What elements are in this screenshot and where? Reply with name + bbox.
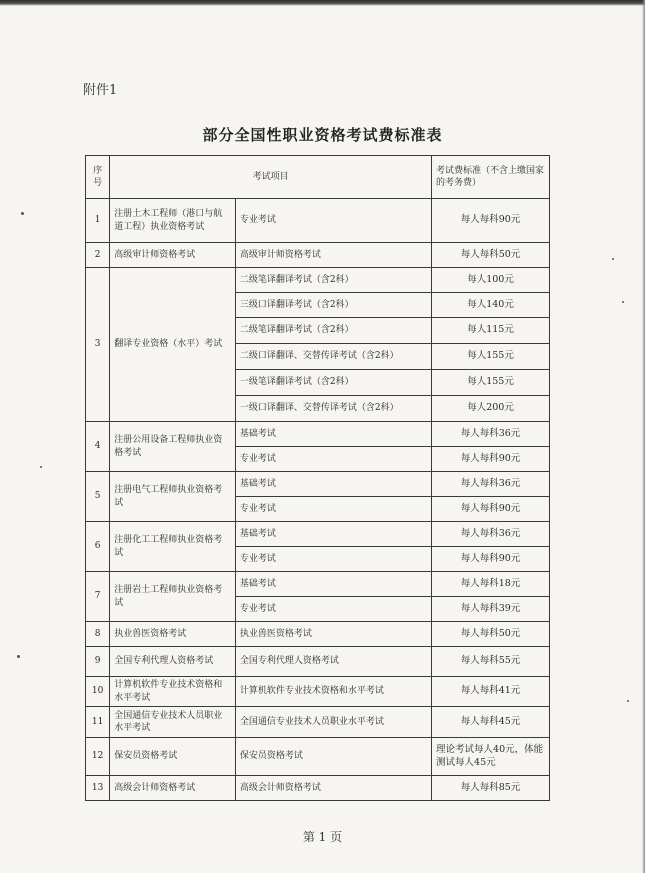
attachment-label: 附件1 — [83, 83, 118, 98]
row-number: 5 — [86, 472, 110, 522]
table-row — [86, 522, 550, 547]
exam-subject: 基础考试 — [235, 522, 431, 547]
exam-project: 保安员资格考试 — [110, 738, 236, 776]
table-row — [86, 572, 550, 597]
table-row — [86, 738, 550, 776]
exam-fee: 每人每科90元 — [432, 199, 550, 243]
exam-subject: 专业考试 — [235, 447, 431, 472]
exam-fee: 每人每科18元 — [432, 572, 550, 597]
row-number: 9 — [86, 647, 110, 677]
row-number: 7 — [86, 572, 110, 622]
scan-speck — [612, 258, 614, 260]
exam-fee: 每人200元 — [432, 396, 550, 422]
row-number: 2 — [86, 243, 110, 268]
exam-fee: 每人每科90元 — [432, 497, 550, 522]
exam-fee: 每人每科45元 — [432, 707, 550, 738]
row-number: 12 — [86, 738, 110, 776]
exam-project: 计算机软件专业技术资格和水平考试 — [110, 677, 236, 707]
exam-project: 全国专利代理人资格考试 — [110, 647, 236, 677]
row-number: 6 — [86, 522, 110, 572]
exam-fee: 每人每科36元 — [432, 522, 550, 547]
scan-speck — [40, 466, 42, 468]
exam-subject: 专业考试 — [235, 547, 431, 572]
exam-project: 高级会计师资格考试 — [110, 776, 236, 801]
scan-speck — [21, 212, 24, 215]
row-number: 10 — [86, 677, 110, 707]
exam-fee: 每人每科55元 — [432, 647, 550, 677]
exam-fee: 每人115元 — [432, 318, 550, 344]
table-row — [86, 199, 550, 243]
row-number: 8 — [86, 622, 110, 647]
exam-fee: 理论考试每人40元，体能测试每人45元 — [432, 738, 550, 776]
table-row — [86, 622, 550, 647]
exam-subject: 二级口译翻译、交替传译考试（含2科） — [235, 344, 431, 370]
exam-fee: 每人每科36元 — [432, 422, 550, 447]
exam-subject: 二级笔译翻译考试（含2科） — [235, 268, 431, 293]
exam-fee: 每人每科39元 — [432, 597, 550, 622]
exam-fee: 每人每科90元 — [432, 547, 550, 572]
table-row — [86, 472, 550, 497]
exam-fee: 每人每科41元 — [432, 677, 550, 707]
table-row — [86, 422, 550, 447]
row-number: 11 — [86, 707, 110, 738]
exam-subject: 计算机软件专业技术资格和水平考试 — [235, 677, 431, 707]
exam-subject: 高级审计师资格考试 — [235, 243, 431, 268]
exam-fee: 每人155元 — [432, 370, 550, 396]
exam-fee: 每人每科50元 — [432, 622, 550, 647]
exam-project: 全国通信专业技术人员职业水平考试 — [110, 707, 236, 738]
header-num: 序号 — [86, 156, 110, 199]
exam-project: 注册电气工程师执业资格考试 — [110, 472, 236, 522]
document-title: 部分全国性职业资格考试费标准表 — [202, 126, 443, 144]
exam-subject: 专业考试 — [235, 597, 431, 622]
exam-subject: 三级口译翻译考试（含2科） — [235, 293, 431, 318]
exam-fee: 每人每科85元 — [432, 776, 550, 801]
table-row — [86, 243, 550, 268]
exam-subject: 高级会计师资格考试 — [235, 776, 431, 801]
exam-project: 注册土木工程师（港口与航道工程）执业资格考试 — [110, 199, 236, 243]
exam-subject: 基础考试 — [235, 422, 431, 447]
exam-fee: 每人每科36元 — [432, 472, 550, 497]
scan-speck — [622, 301, 624, 303]
exam-subject: 二级笔译翻译考试（含2科） — [235, 318, 431, 344]
fee-table — [85, 155, 550, 801]
exam-fee: 每人每科50元 — [432, 243, 550, 268]
scan-speck — [17, 655, 20, 658]
table-header-row — [86, 156, 550, 199]
exam-fee: 每人100元 — [432, 268, 550, 293]
page-number: 第 1 页 — [302, 830, 343, 844]
exam-project: 注册公用设备工程师执业资格考试 — [110, 422, 236, 472]
row-number: 4 — [86, 422, 110, 472]
scan-top-edge — [0, 0, 645, 6]
exam-subject: 全国通信专业技术人员职业水平考试 — [235, 707, 431, 738]
table-body — [86, 199, 550, 801]
exam-project: 注册化工工程师执业资格考试 — [110, 522, 236, 572]
header-fee: 考试费标准（不含上缴国家的考务费） — [432, 156, 550, 199]
table-row — [86, 776, 550, 801]
exam-subject: 基础考试 — [235, 472, 431, 497]
exam-project: 翻译专业资格（水平）考试 — [110, 268, 236, 422]
exam-subject: 全国专利代理人资格考试 — [235, 647, 431, 677]
exam-subject: 基础考试 — [235, 572, 431, 597]
table-row — [86, 707, 550, 738]
table-row — [86, 647, 550, 677]
row-number: 13 — [86, 776, 110, 801]
row-number: 1 — [86, 199, 110, 243]
exam-subject: 保安员资格考试 — [235, 738, 431, 776]
exam-subject: 专业考试 — [235, 497, 431, 522]
exam-subject: 执业兽医资格考试 — [235, 622, 431, 647]
scan-speck — [627, 700, 629, 702]
header-project: 考试项目 — [110, 156, 432, 199]
exam-fee: 每人每科90元 — [432, 447, 550, 472]
exam-project: 注册岩土工程师执业资格考试 — [110, 572, 236, 622]
exam-subject: 一级笔译翻译考试（含2科） — [235, 370, 431, 396]
row-number: 3 — [86, 268, 110, 422]
exam-project: 高级审计师资格考试 — [110, 243, 236, 268]
exam-fee: 每人155元 — [432, 344, 550, 370]
table-row — [86, 677, 550, 707]
exam-subject: 一级口译翻译、交替传译考试（含2科） — [235, 396, 431, 422]
exam-fee: 每人140元 — [432, 293, 550, 318]
exam-project: 执业兽医资格考试 — [110, 622, 236, 647]
exam-subject: 专业考试 — [235, 199, 431, 243]
table-row — [86, 268, 550, 293]
